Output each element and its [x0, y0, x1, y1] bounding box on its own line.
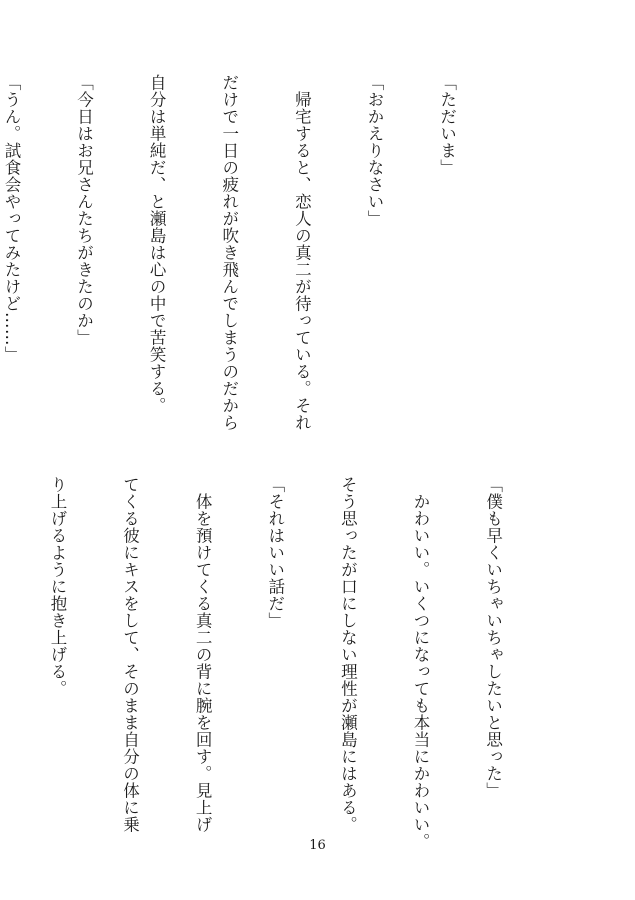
page-number: 16 [309, 838, 326, 853]
text-line: かわいい。いくつになっても本当にかわいい。 [410, 476, 430, 850]
text-line: 「おかえりなさい」 [364, 74, 384, 227]
text-line: 自分は単純だ、と瀬島は心の中で苦笑する。 [147, 74, 167, 414]
text-line: り上げるように抱き上げる。 [47, 476, 67, 697]
text-line: 「ただいま」 [437, 74, 457, 176]
text-line: 体を預けてくる真二の背に腕を回す。見上げ [193, 476, 213, 833]
text-line: てくる彼にキスをして、そのまま自分の体に乗 [120, 476, 140, 833]
text-line: そう思ったが口にしない理性が瀬島にはある。 [338, 476, 358, 833]
text-line: 「今日はお兄さんたちがきたのか」 [74, 74, 94, 346]
text-line: 帰宅すると、恋人の真二が待っている。それ [292, 74, 312, 431]
text-line: 「それはいい話だ」 [265, 476, 285, 629]
text-line: 「うん。試食会やってみたけど……」 [1, 74, 21, 363]
text-block-top [0, 74, 507, 431]
text-line: 「僕も早くいちゃいちゃしたいと思った」 [483, 476, 503, 799]
text-line: だけで一日の疲れが吹き飛んでしまうのだから [219, 74, 239, 431]
